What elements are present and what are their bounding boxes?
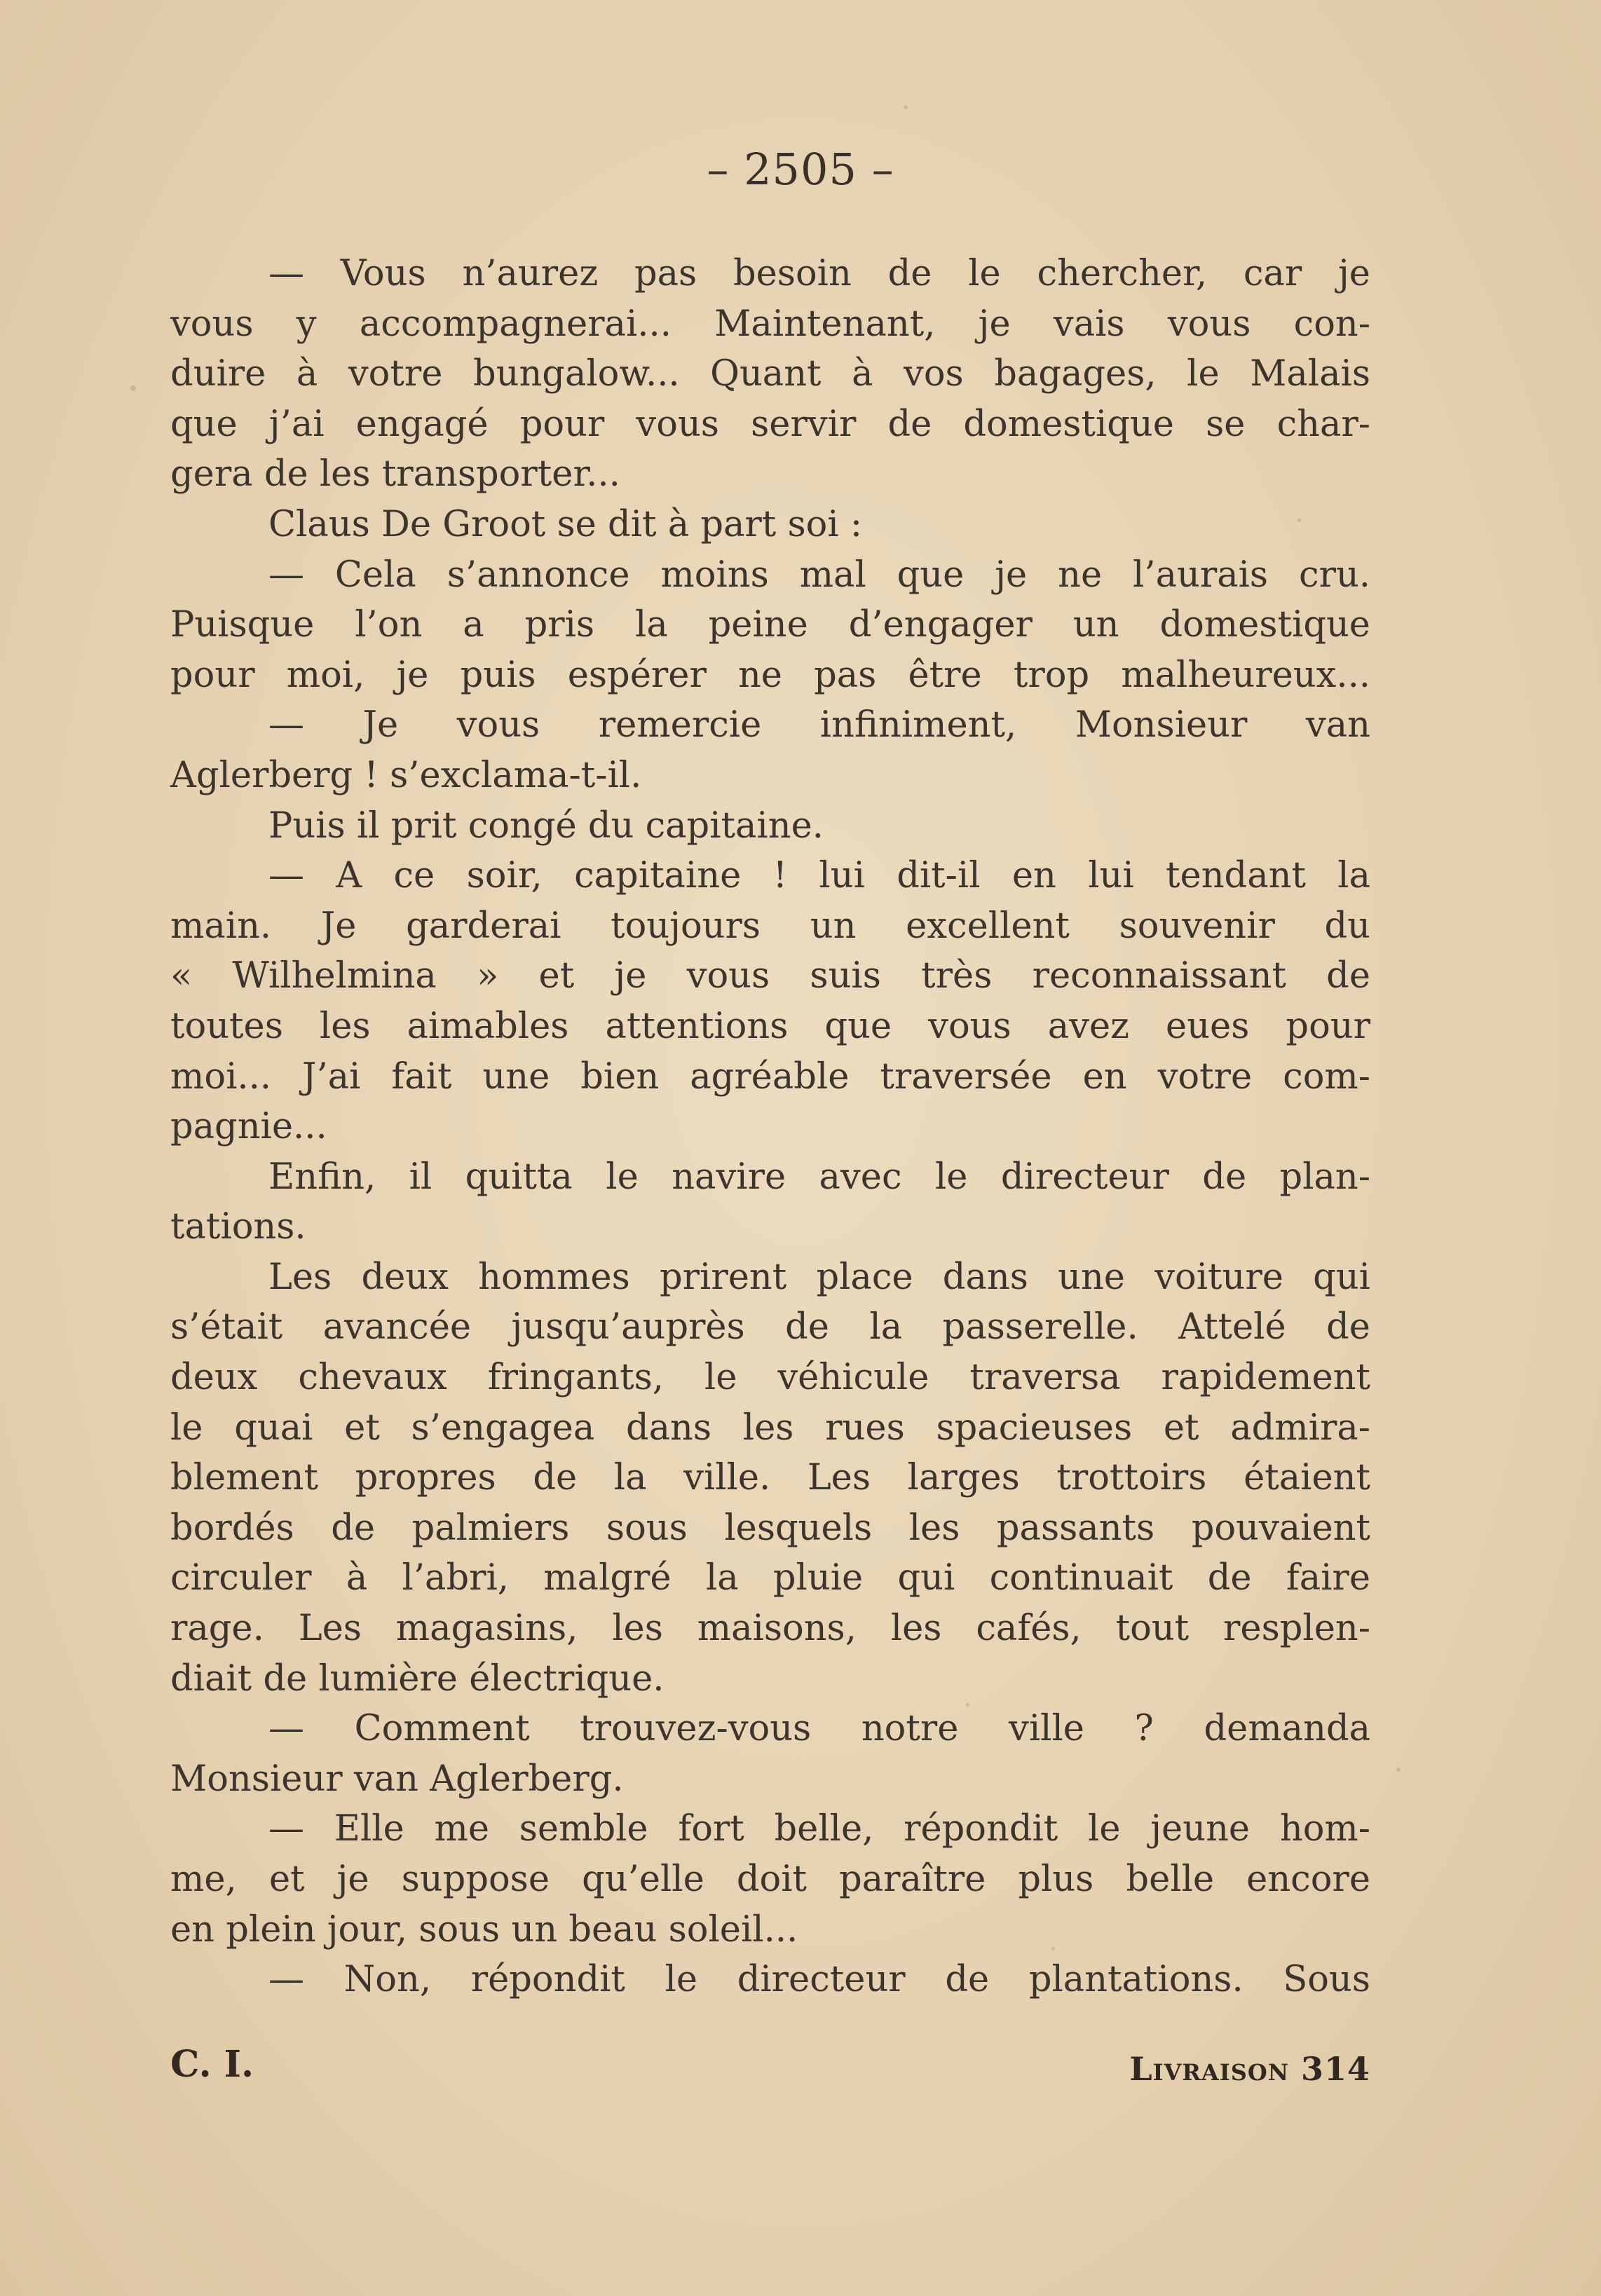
body-text <box>170 249 1370 2005</box>
text-line: en plein jour, sous un beau soleil... <box>170 1908 798 1950</box>
text-line: le quai et s’engagea dans les rues spacieuses et admira- <box>170 1407 1370 1449</box>
text-line: deux chevaux fringants, le véhicule traversa rapidement <box>170 1357 1370 1399</box>
text-line: — Cela s’annonce moins mal que je ne l’aurais cru. <box>268 554 1370 596</box>
text-line: pour moi, je puis espérer ne pas être trop malheureux... <box>170 654 1370 696</box>
text-line: gera de les transporter... <box>170 453 620 496</box>
text-line: — Comment trouvez-vous notre ville ? demanda <box>268 1708 1370 1750</box>
text-line: — Non, répondit le directeur de plantations. Sous <box>268 1959 1370 2001</box>
text-line: Puisque l’on a pris la peine d’engager un domestique <box>170 604 1370 646</box>
paper-speck <box>904 105 908 109</box>
text-line: Puis il prit congé du capitaine. <box>268 805 824 847</box>
text-line: — Je vous remercie infiniment, Monsieur van <box>268 704 1370 746</box>
text-line: — A ce soir, capitaine ! lui dit-il en lui tendant la <box>268 855 1370 897</box>
text-line: — Elle me semble fort belle, répondit le jeune hom- <box>268 1808 1370 1850</box>
text-line: s’était avancée jusqu’auprès de la passerelle. Attelé de <box>170 1306 1370 1348</box>
text-line: — Vous n’aurez pas besoin de le chercher, car je <box>268 253 1370 294</box>
text-line: bordés de palmiers sous lesquels les passants pouvaient <box>170 1507 1370 1549</box>
text-line: Claus De Groot se dit à part soi : <box>268 503 863 545</box>
text-line: Aglerberg ! s’exclama-t-il. <box>170 754 642 796</box>
text-line: main. Je garderai toujours un excellent souvenir du <box>170 905 1370 947</box>
footer-livraison: Livraison 314 <box>1129 2050 1370 2088</box>
paper-speck <box>130 385 136 391</box>
text-line: toutes les aimables attentions que vous avez eues pour <box>170 1005 1370 1047</box>
text-line: Enfin, il quitta le navire avec le directeur de plan- <box>268 1156 1370 1198</box>
page-number: – 2505 – <box>707 144 894 195</box>
text-line: diait de lumière électrique. <box>170 1658 665 1700</box>
text-line: Monsieur van Aglerberg. <box>170 1758 624 1800</box>
footer-signature-mark: C. I. <box>170 2043 254 2086</box>
text-line: me, et je suppose qu’elle doit paraître plus belle encore <box>170 1859 1370 1900</box>
text-line: « Wilhelmina » et je vous suis très reconnaissant de <box>170 955 1370 997</box>
text-line: tations. <box>170 1206 306 1248</box>
text-line: pagnie... <box>170 1106 327 1148</box>
text-line: vous y accompagnerai... Maintenant, je vais vous con- <box>170 303 1370 345</box>
text-line: que j’ai engagé pour vous servir de domestique se char- <box>170 403 1370 445</box>
text-line: duire à votre bungalow... Quant à vos bagages, le Malais <box>170 353 1370 395</box>
paper-speck <box>1396 1768 1401 1772</box>
text-line: blement propres de la ville. Les larges trottoirs étaient <box>170 1457 1370 1499</box>
text-line: rage. Les magasins, les maisons, les cafés, tout resplen- <box>170 1608 1370 1650</box>
text-line: Les deux hommes prirent place dans une voiture qui <box>268 1256 1370 1298</box>
text-line: circuler à l’abri, malgré la pluie qui continuait de faire <box>170 1557 1370 1599</box>
text-line: moi... J’ai fait une bien agréable traversée en votre com- <box>170 1055 1370 1098</box>
